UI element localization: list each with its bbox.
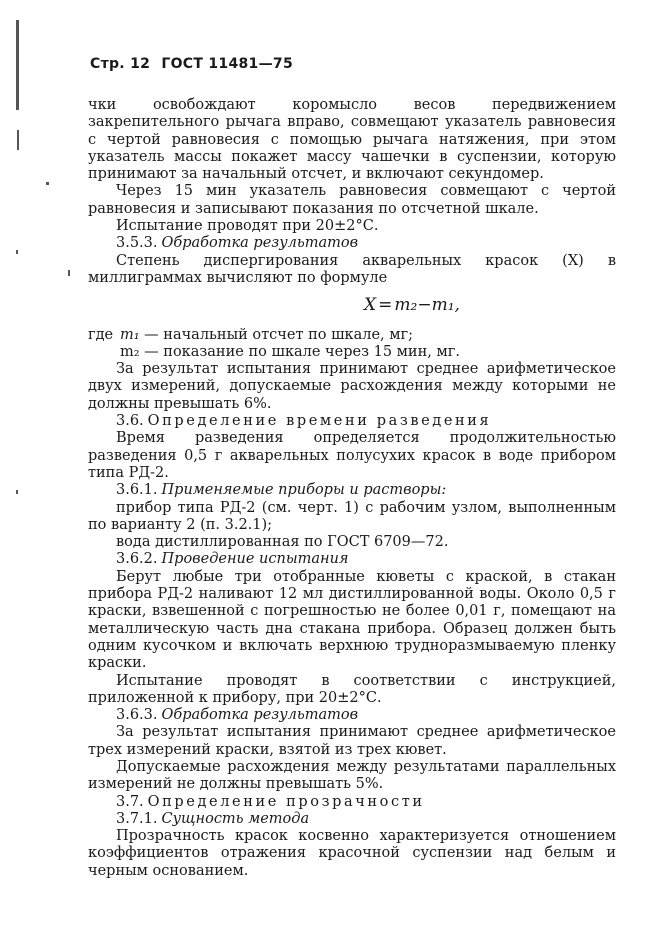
formula-legend-m1: где m₁ — начальный отсчет по шкале, мг;: [88, 326, 414, 343]
page-header: [90, 56, 299, 72]
paragraph: Допускаемые расхождения между результатами параллельных измерений не должны превышать 5%.: [88, 758, 616, 793]
paragraph: Через 15 мин указатель равновесия совмещают с чертой равновесия и записывают показания по отсчетной шкале.: [88, 183, 616, 217]
section-heading-3-7: 3.7. Определение прозрачности: [116, 793, 425, 810]
document-body: [88, 97, 616, 880]
standard-number: ГОСТ 11481—75: [161, 56, 293, 72]
formula-legend-m2: m₂ — показание по шкале через 15 мин, мг.: [120, 343, 460, 360]
section-heading-3-6-2: 3.6.2. Проведение испытания: [116, 551, 349, 568]
paragraph: прибор типа РД-2 (см. черт. 1) с рабочим узлом, выполненным по варианту 2 (п. 3.2.1);: [88, 499, 616, 533]
paragraph: Прозрачность красок косвенно характеризуется отношением коэффициентов отражения красочной суспензии над белым и черным основанием.: [88, 828, 616, 879]
scan-margin-marks: [16, 0, 24, 936]
paragraph: Испытание проводят при 20±2°С.: [116, 218, 379, 235]
section-heading-3-5-3: 3.5.3. Обработка результатов: [116, 235, 359, 252]
formula: X = m₂−m₁,: [364, 295, 460, 316]
paragraph: За результат испытания принимают среднее арифметическое трех измерений краски, взятой из трех кювет.: [88, 724, 616, 758]
paragraph: Степень диспергирования акварельных красок (X) в миллиграммах вычисляют по формуле: [88, 252, 616, 286]
section-heading-3-7-1: 3.7.1. Сущность метода: [116, 810, 310, 827]
paragraph: Берут любые три отобранные кюветы с краской, в стакан прибора РД-2 наливают 12 мл дистиллированной воды. Около 0,5 г краски, взвешенной с погрешностью не более 0,01 г, помещают на металлическую часть дна стакана прибора. Образец должен быть одним кусочком и включать верхнюю трудноразмываемую пленку краски.: [88, 568, 616, 672]
paragraph: За результат испытания принимают среднее арифметическое двух измерений, допускаемые расхождения между которыми не должны превышать 6%.: [88, 361, 616, 412]
page-number: Стр. 12: [90, 56, 151, 72]
section-heading-3-6-1: 3.6.1. Применяемые приборы и растворы:: [116, 482, 447, 499]
section-heading-3-6-3: 3.6.3. Обработка результатов: [116, 707, 359, 724]
paragraph: вода дистиллированная по ГОСТ 6709—72.: [116, 534, 449, 551]
paragraph: чки освобождают коромысло весов передвижением закрепительного рычага вправо, совмещают указатель равновесия с чертой равновесия с помощью рычага натяжения, при этом указатель массы покажет массу чашечки в суспензии, которую принимают за начальный отсчет, и включают секундомер.: [88, 97, 616, 183]
paragraph: Время разведения определяется продолжительностью разведения 0,5 г акварельных полусухих красок в воде прибором типа РД-2.: [88, 430, 616, 481]
paragraph: Испытание проводят в соответствии с инструкцией, приложенной к прибору, при 20±2°С.: [88, 672, 616, 706]
section-heading-3-6: 3.6. Определение времени разведения: [116, 413, 492, 430]
